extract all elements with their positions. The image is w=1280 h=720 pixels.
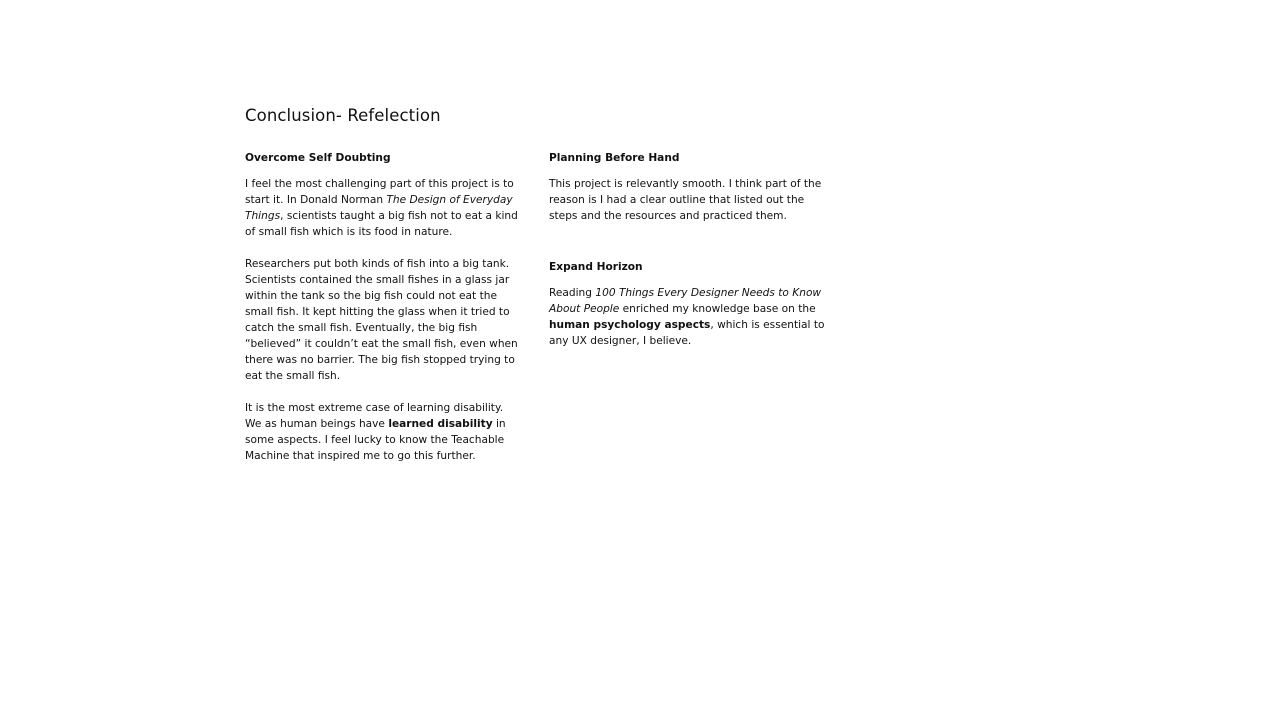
text-line [549, 301, 834, 317]
text-run: start it. In Donald Norman [245, 194, 387, 206]
text-line [245, 208, 530, 224]
text-line: eat the small fish. [245, 370, 341, 382]
text-run: We as human beings have [245, 418, 389, 430]
paragraph-challenge [245, 176, 530, 240]
text-line [549, 317, 834, 333]
text-line: This project is relevantly smooth. I think part of the [549, 178, 822, 190]
section-spacer [549, 240, 834, 259]
text-run: enriched my knowledge base on the [619, 303, 816, 315]
text-line [549, 285, 834, 301]
text-line [245, 192, 530, 208]
book-title-italic: Things [245, 210, 281, 222]
text-line: there was no barrier. The big fish stopped trying to [245, 354, 515, 366]
right-column [549, 150, 834, 365]
book-title-italic: The Design of Everyday [386, 194, 513, 206]
text-line: some aspects. I feel lucky to know the Teachable [245, 434, 505, 446]
paragraph-fish-experiment [245, 256, 530, 384]
section-heading-overcome-self-doubting: Overcome Self Doubting [245, 152, 391, 164]
text-line: Scientists contained the small fishes in a glass jar [245, 274, 510, 286]
section-heading-expand-horizon: Expand Horizon [549, 261, 643, 273]
text-line: any UX designer, I believe. [549, 335, 692, 347]
paragraph-learned-disability [245, 400, 530, 464]
text-line: within the tank so the big fish could not eat the [245, 290, 497, 302]
left-column [245, 150, 530, 480]
text-line: of small fish which is its food in nature. [245, 226, 453, 238]
text-line: catch the small fish. Eventually, the big fish [245, 322, 478, 334]
text-line: I feel the most challenging part of this project is to [245, 178, 514, 190]
text-run: , which is essential to [710, 319, 825, 331]
text-line: It is the most extreme case of learning disability. [245, 402, 504, 414]
paragraph-planning [549, 176, 834, 224]
emphasis-bold: learned disability [388, 418, 493, 430]
text-line: small fish. It kept hitting the glass when it tried to [245, 306, 510, 318]
text-line: Researchers put both kinds of fish into a big tank. [245, 258, 510, 270]
text-line: Machine that inspired me to go this further. [245, 450, 476, 462]
text-line: reason is I had a clear outline that listed out the [549, 194, 805, 206]
page-title: Conclusion- Refelection [245, 106, 441, 125]
section-heading-planning-before-hand: Planning Before Hand [549, 152, 680, 164]
text-run: Reading [549, 287, 596, 299]
text-line [245, 416, 530, 432]
book-title-italic: About People [549, 303, 620, 315]
book-title-italic: 100 Things Every Designer Needs to Know [595, 287, 822, 299]
paragraph-expand-horizon [549, 285, 834, 349]
text-run: , scientists taught a big fish not to eat a kind [280, 210, 518, 222]
text-line: steps and the resources and practiced them. [549, 210, 787, 222]
emphasis-bold: human psychology aspects [549, 319, 711, 331]
text-line: “believed” it couldn’t eat the small fish, even when [245, 338, 518, 350]
text-run: in [492, 418, 506, 430]
